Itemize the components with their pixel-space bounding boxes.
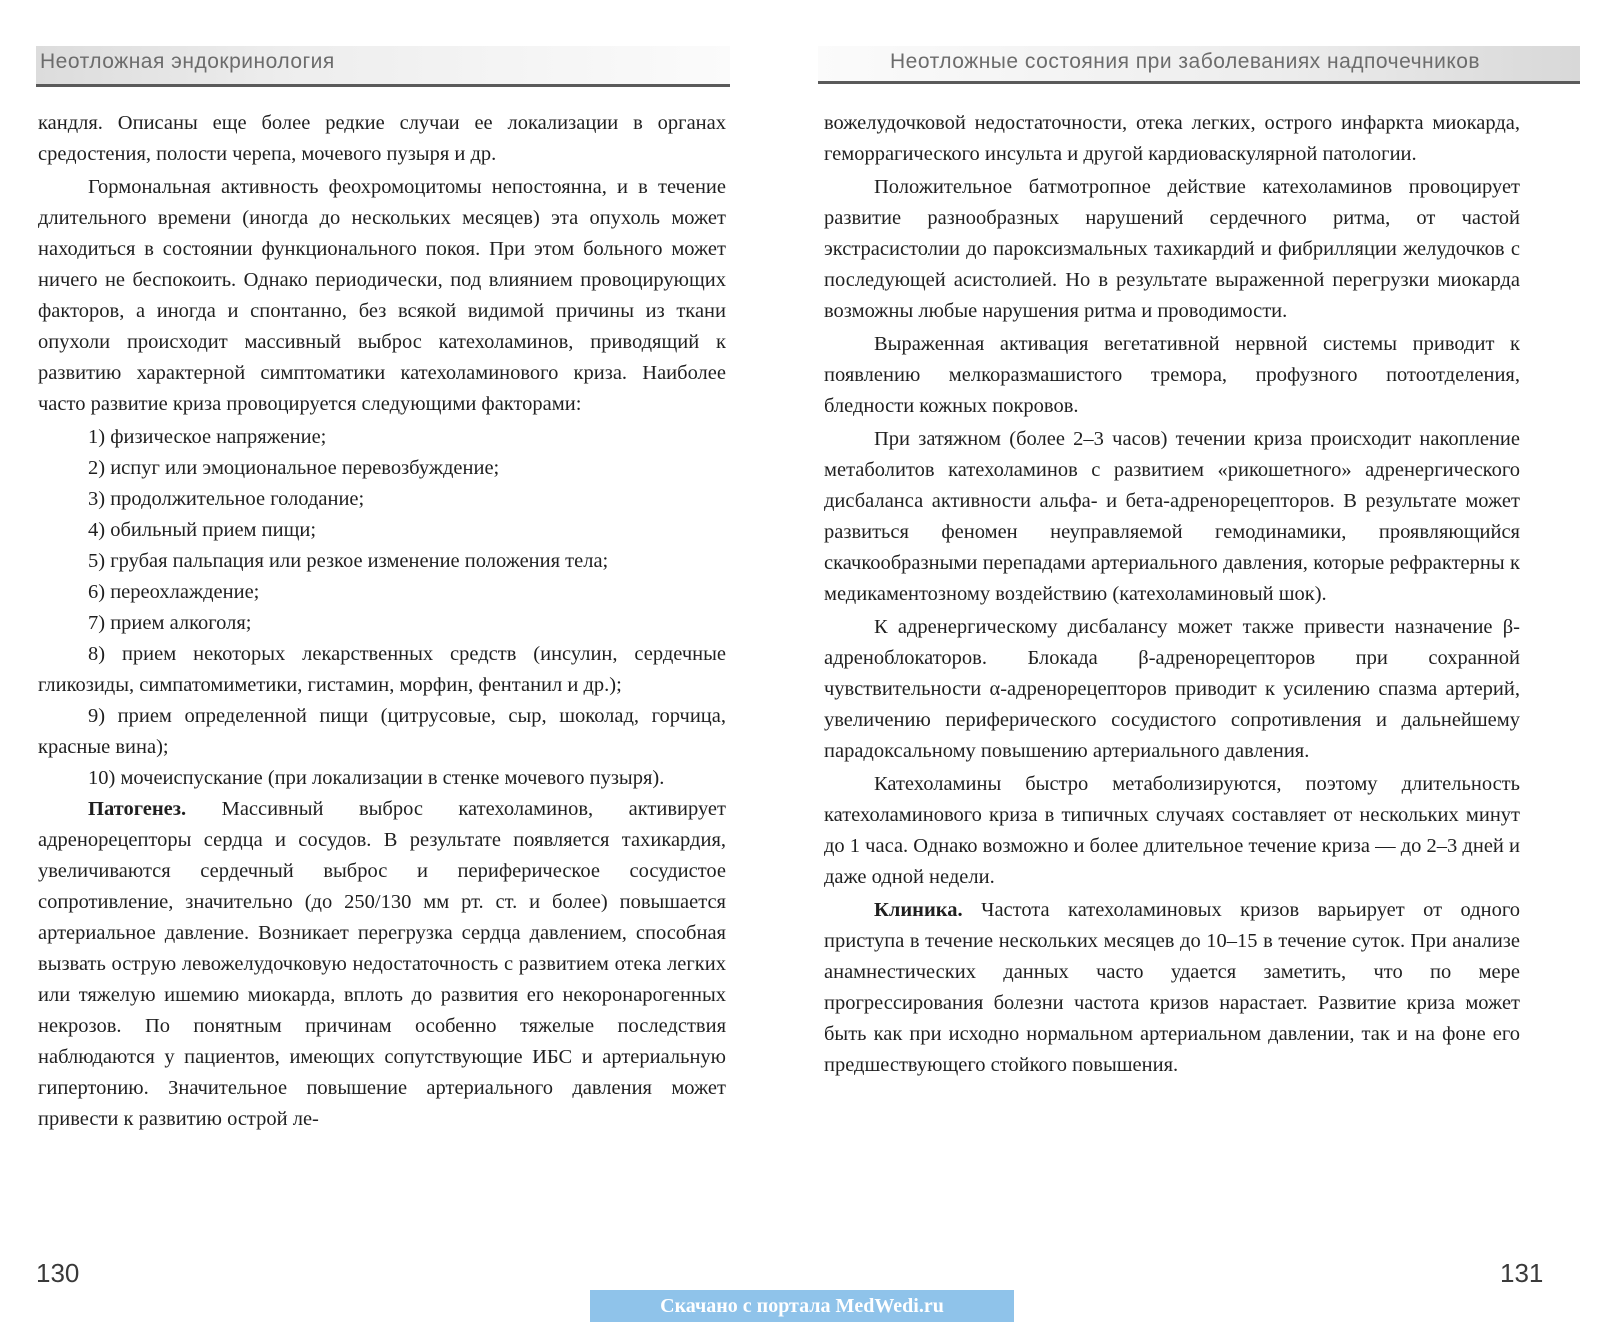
- left-paragraph-1: кандля. Описаны еще более редкие случаи ее локализации в органах средостения, полости черепа, мочевого пузыря и др.: [38, 112, 726, 165]
- right-paragraph-2: Положительное батмотропное действие катехоламинов провоцирует развитие разнообразных нарушений сердечного ритма, от частой экстрасистолии до пароксизмальных тахикардий и фибрилляции желудочков с последующей асистолией. Но в результате выраженной перегрузки миокарда возможны любые нарушения ритма и проводимости.: [824, 176, 1520, 322]
- list-item: 3) продолжительное голодание;: [88, 488, 365, 510]
- right-paragraph-5: К адренергическому дисбалансу может также привести назначение β-адреноблокаторов. Блокада β-адренорецепторов при сохранной чувствительности α-адренорецепторов приводит к усилению спазма артерий, увеличению периферического сосудистого сопротивления и дальнейшему парадоксальному повышению артериального давления.: [824, 616, 1520, 762]
- list-item: 9) прием определенной пищи (цитрусовые, сыр, шоколад, горчица, красные вина);: [38, 705, 726, 758]
- right-paragraph-6: Катехоламины быстро метаболизируются, поэтому длительность катехоламинового криза в типичных случаях составляет от нескольких минут до 1 часа. Однако возможно и более длительное течение криза — до 2–3 дней и даже одной недели.: [824, 773, 1520, 888]
- right-page: [800, 0, 1600, 1334]
- clinic-heading: Клиника.: [874, 899, 963, 921]
- left-running-head: Неотложная эндокринология: [36, 46, 730, 87]
- clinic-text: Частота катехоламиновых кризов варьирует от одного приступа в течение нескольких месяцев до 10–15 в течение суток. При анализе анамнестических данных часто удается заметить, что по мере прогрессирования болезни частота кризов нарастает. Развитие криза может быть как при исходно нормальном артериальном давлении, так и на фоне его предшествующего стойкого повышения.: [824, 899, 1520, 1076]
- right-text-block: [824, 108, 1520, 1083]
- list-item: 6) переохлаждение;: [88, 581, 260, 603]
- list-item: 5) грубая пальпация или резкое изменение положения тела;: [88, 550, 609, 572]
- list-item: 2) испуг или эмоциональное перевозбуждение;: [88, 457, 500, 479]
- watermark-banner: Скачано с портала MedWedi.ru: [590, 1290, 1014, 1322]
- pathogenesis-paragraph: [38, 794, 726, 1135]
- list-item: 1) физическое напряжение;: [88, 426, 327, 448]
- pathogenesis-text: Массивный выброс катехоламинов, активирует адренорецепторы сердца и сосудов. В результате появляется тахикардия, увеличиваются сердечный выброс и периферическое сосудистое сопротивление, значительно (до 250/130 мм рт. ст. и более) повышается артериальное давление. Возникает перегрузка сердца давлением, способная вызвать острую левожелудочковую недостаточность с развитием отека легких или тяжелую ишемию миокарда, вплоть до развития его некоронарогенных некрозов. По понятным причинам особенно тяжелые последствия наблюдаются у пациентов, имеющих сопутствующие ИБС и артериальную гипертонию. Значительное повышение артериального давления может привести к развитию острой ле-: [38, 798, 726, 1130]
- right-running-head: Неотложные состояния при заболеваниях надпочечников: [818, 46, 1580, 84]
- right-page-number: 131: [1500, 1258, 1544, 1288]
- list-item: 4) обильный прием пищи;: [88, 519, 317, 541]
- left-text-block: [38, 108, 726, 1137]
- pathogenesis-heading: Патогенез.: [88, 798, 187, 820]
- right-paragraph-3: Выраженная активация вегетативной нервной системы приводит к появлению мелкоразмашистого тремора, профузного потоотделения, бледности кожных покровов.: [824, 333, 1520, 417]
- clinic-paragraph: [824, 895, 1520, 1081]
- list-item: 7) прием алкоголя;: [88, 612, 252, 634]
- left-page-number: 130: [36, 1258, 80, 1288]
- right-paragraph-4: При затяжном (более 2–3 часов) течении криза происходит накопление метаболитов катехоламинов с развитием «рикошетного» адренергического дисбаланса активности альфа- и бета-адренорецепторов. В результате может развиться феномен неуправляемой гемодинамики, проявляющийся скачкообразными перепадами артериального давления, которые рефрактерны к медикаментозному воздействию (катехоламиновый шок).: [824, 428, 1520, 605]
- right-paragraph-1: вожелудочковой недостаточности, отека легких, острого инфаркта миокарда, геморрагического инсульта и другой кардиоваскулярной патологии.: [824, 112, 1520, 165]
- list-item: 8) прием некоторых лекарственных средств (инсулин, сердечные гликозиды, симпатомиметики, гистамин, морфин, фентанил и др.);: [38, 643, 726, 696]
- left-paragraph-2: Гормональная активность феохромоцитомы непостоянна, и в течение длительного времени (иногда до нескольких месяцев) эта опухоль может находиться в состоянии функционального покоя. При этом больного может ничего не беспокоить. Однако периодически, под влиянием провоцирующих факторов, а иногда и спонтанно, без всякой видимой причины из ткани опухоли происходит массивный выброс катехоламинов, приводящий к развитию характерной симптоматики катехоламинового криза. Наиболее часто развитие криза провоцируется следующими факторами:: [38, 176, 726, 415]
- list-item: 10) мочеиспускание (при локализации в стенке мочевого пузыря).: [88, 767, 665, 789]
